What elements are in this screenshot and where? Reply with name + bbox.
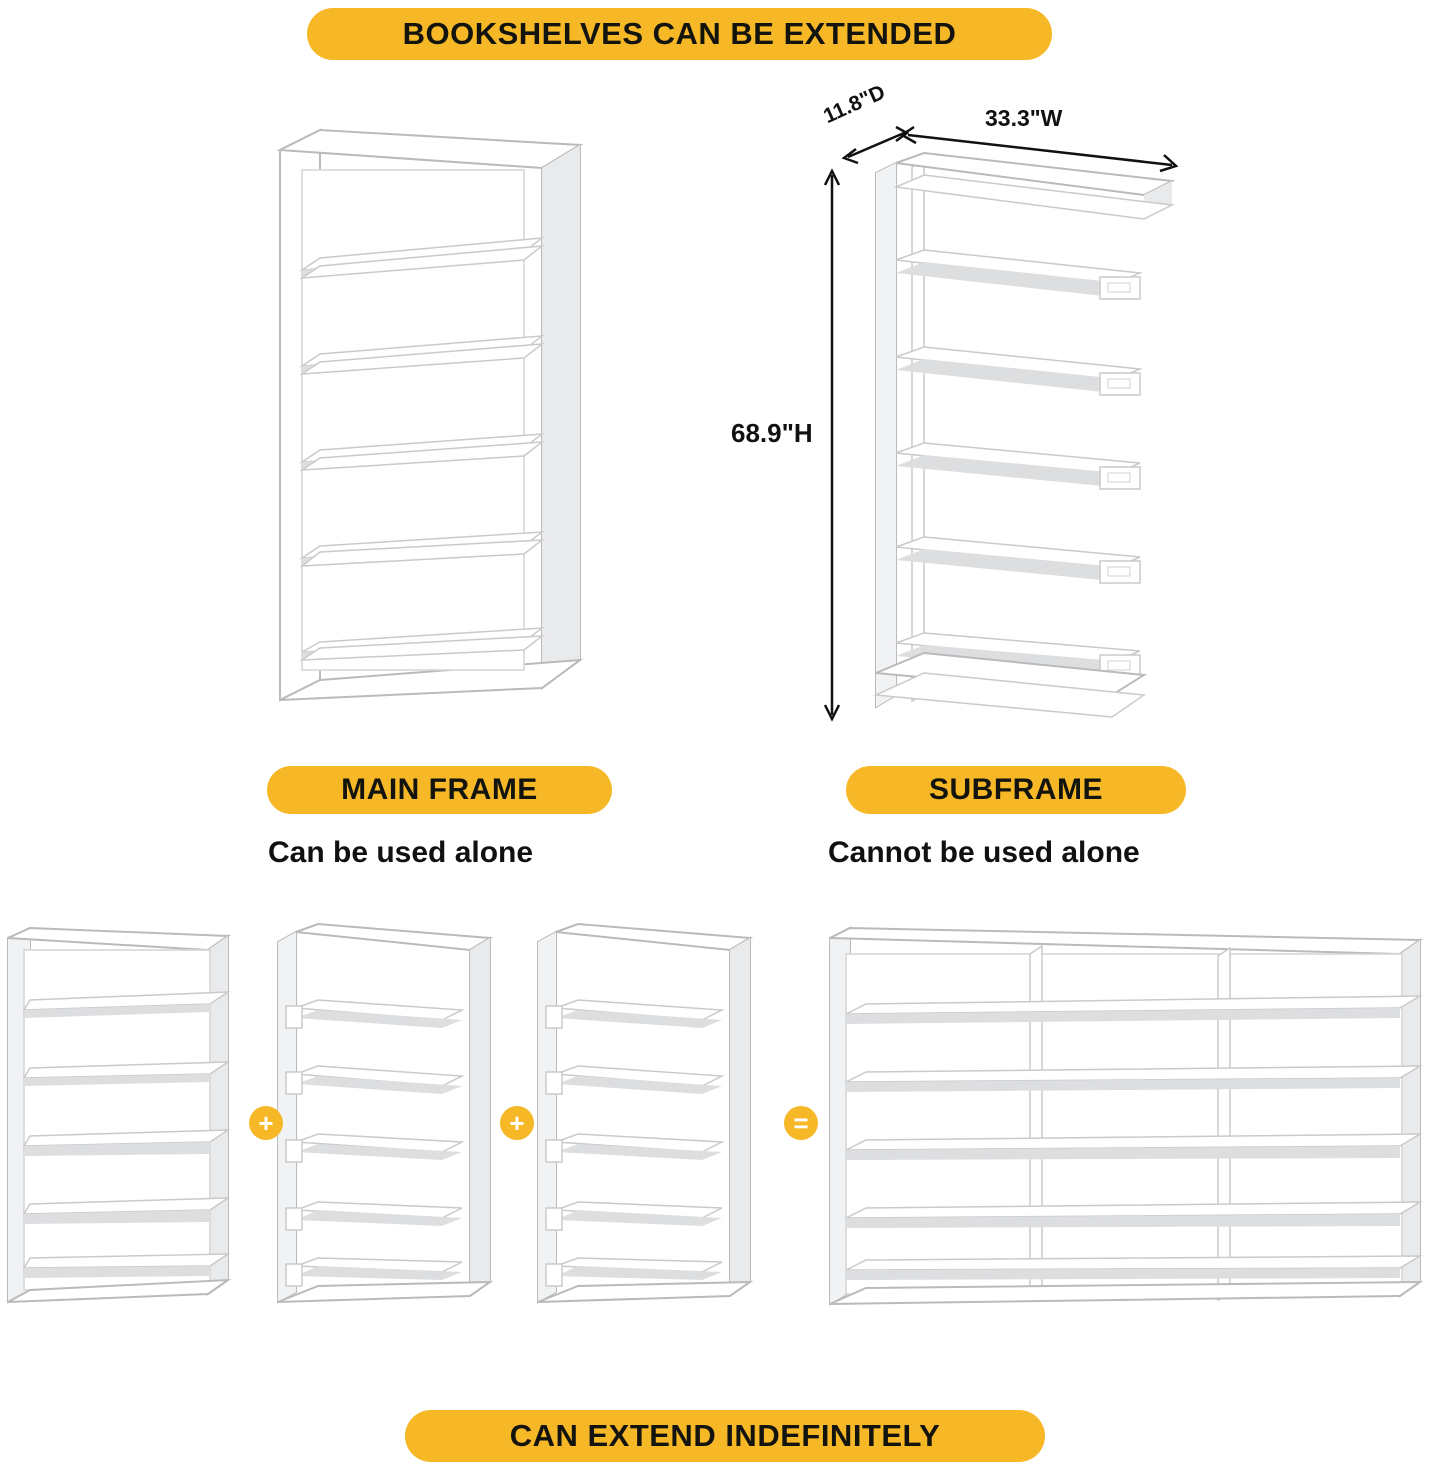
- dimension-line-height: [825, 171, 839, 719]
- bookshelf-main-frame-icon: [250, 100, 670, 720]
- label-subframe: SUBFRAME: [846, 766, 1186, 814]
- caption-subframe: Cannot be used alone: [828, 836, 1140, 869]
- subframe-unit-2: [538, 924, 750, 1302]
- combined-three-bay-shelf: [830, 928, 1420, 1304]
- dimension-height-label: 68.9"H: [731, 418, 813, 448]
- banner-extend-indefinitely: CAN EXTEND INDEFINITELY: [405, 1410, 1045, 1462]
- operator-plus-1: +: [249, 1106, 283, 1140]
- banner-bookshelves-extended: BOOKSHELVES CAN BE EXTENDED: [307, 8, 1052, 60]
- extension-equation-diagram: [0, 910, 1445, 1350]
- dimension-line-depth: [844, 127, 907, 163]
- operator-equals: =: [784, 1106, 818, 1140]
- caption-main-frame: Can be used alone: [268, 836, 534, 869]
- label-main-frame: MAIN FRAME: [267, 766, 612, 814]
- dimension-depth-label: 11.8"D: [820, 80, 889, 129]
- main-frame-unit: [8, 928, 228, 1302]
- subframe-unit-1: [278, 924, 490, 1302]
- operator-plus-2: +: [500, 1106, 534, 1140]
- dimension-width-label: 33.3"W: [985, 105, 1063, 131]
- bookshelf-subframe-icon: [800, 95, 1220, 735]
